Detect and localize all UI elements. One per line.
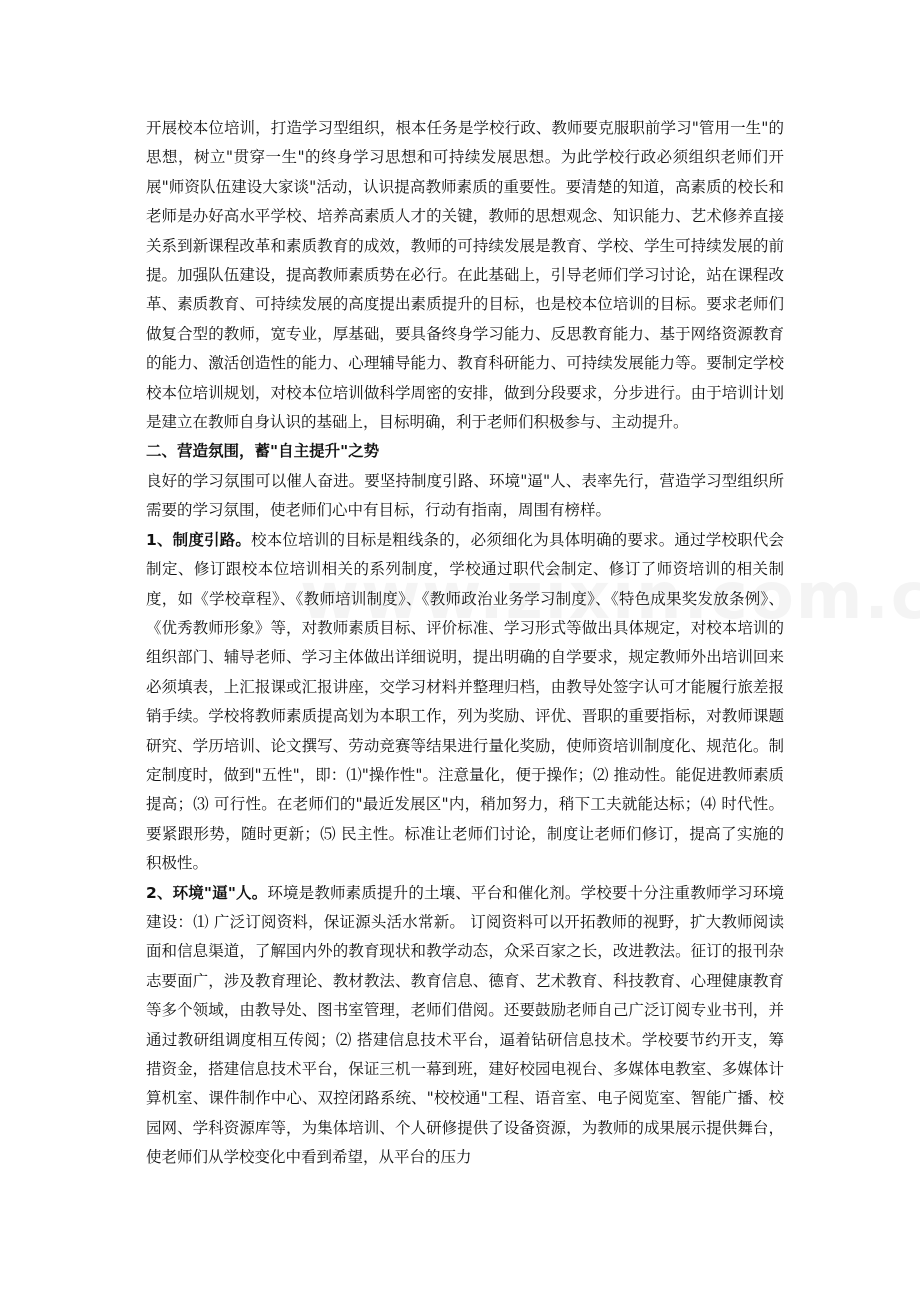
- section-heading-2: 二、营造氛围，蓄"自主提升"之势: [146, 442, 380, 461]
- paragraph-system: [146, 526, 784, 879]
- item-lead-environment: 2、环境"逼"人。: [146, 883, 268, 902]
- paragraph-intro: 开展校本位培训，打造学习型组织，根本任务是学校行政、教师要克服职前学习"管用一生"的思想，树立"贯穿一生"的终身学习思想和可持续发展思想。为此学校行政必须组织老师们开展"师资队伍建设大家谈"活动，认识提高教师素质的重要性。要清楚的知道，高素质的校长和老师是办好高水平学校、培养高素质人才的关键，教师的思想观念、知识能力、艺术修养直接关系到新课程改革和素质教育的成效，教师的可持续发展是教育、学校、学生可持续发展的前提。加强队伍建设，提高教师素质势在必行。在此基础上，引导老师们学习讨论，站在课程改革、素质教育、可持续发展的高度提出素质提升的目标，也是校本位培训的目标。要求老师们做复合型的教师，宽专业，厚基础，要具备终身学习能力、反思教育能力、基于网络资源教育的能力、激活创造性的能力、心理辅导能力、教育科研能力、可持续发展能力等。要制定学校校本位培训规划，对校本位培训做科学周密的安排，做到分段要求，分步进行。由于培训计划是建立在教师自身认识的基础上，目标明确，利于老师们积极参与、主动提升。: [146, 119, 784, 432]
- item-lead-system: 1、制度引路。: [146, 530, 252, 549]
- item-body-environment: 环境是教师素质提升的土壤、平台和催化剂。学校要十分注重教师学习环境建设：⑴ 广泛订阅资料，保证源头活水常新。 订阅资料可以开拓教师的视野，扩大教师阅读面和信息渠道，了解国内外的教育现状和教学动态，众采百家之长，改进教法。征订的报刊杂志要面广，涉及教育理论、教材教法、教育信息、德育、艺术教育、科技教育、心理健康教育等多个领域，由教导处、图书室管理，老师们借阅。还要鼓励老师自己广泛订阅专业书刊，并通过教研组调度相互传阅；⑵ 搭建信息技术平台，逼着钻研信息技术。学校要节约开支，筹措资金，搭建信息技术平台，保证三机一幕到班，建好校园电视台、多媒体电教室、多媒体计算机室、课件制作中心、双控闭路系统、"校校通"工程、语音室、电子阅览室、智能广播、校园网、学科资源库等，为集体培训、个人研修提供了设备资源，为教师的成果展示提供舞台，使老师们从学校变化中看到希望，从平台的压力: [146, 883, 784, 1167]
- paragraph-environment: [146, 879, 784, 1173]
- item-body-system: 校本位培训的目标是粗线条的，必须细化为具体明确的要求。通过学校职代会制定、修订跟校本位培训相关的系列制度，学校通过职代会制定、修订了师资培训的相关制度，如《学校章程》、《教师培训制度》、《教师政治业务学习制度》、《特色成果奖发放条例》、《优秀教师形象》等，对教师素质目标、评价标准、学习形式等做出具体规定，对校本培训的组织部门、辅导老师、学习主体做出详细说明，提出明确的自学要求，规定教师外出培训回来必须填表，上汇报课或汇报讲座，交学习材料并整理归档，由教导处签字认可才能履行旅差报销手续。学校将教师素质提高划为本职工作，列为奖励、评优、晋职的重要指标，对教师课题研究、学历培训、论文撰写、劳动竞赛等结果进行量化奖励，使师资培训制度化、规范化。制定制度时，做到"五性"，即：⑴"操作性"。注意量化，便于操作；⑵ 推动性。能促进教师素质提高；⑶ 可行性。在老师们的"最近发展区"内，稍加努力，稍下工夫就能达标；⑷ 时代性。要紧跟形势，随时更新；⑸ 民主性。标准让老师们讨论，制度让老师们修订，提高了实施的积极性。: [146, 530, 784, 873]
- document-body: [146, 114, 784, 1173]
- paragraph-atmosphere: 良好的学习氛围可以催人奋进。要坚持制度引路、环境"逼"人、表率先行，营造学习型组织所需要的学习氛围，使老师们心中有目标，行动有指南，周围有榜样。: [146, 471, 784, 520]
